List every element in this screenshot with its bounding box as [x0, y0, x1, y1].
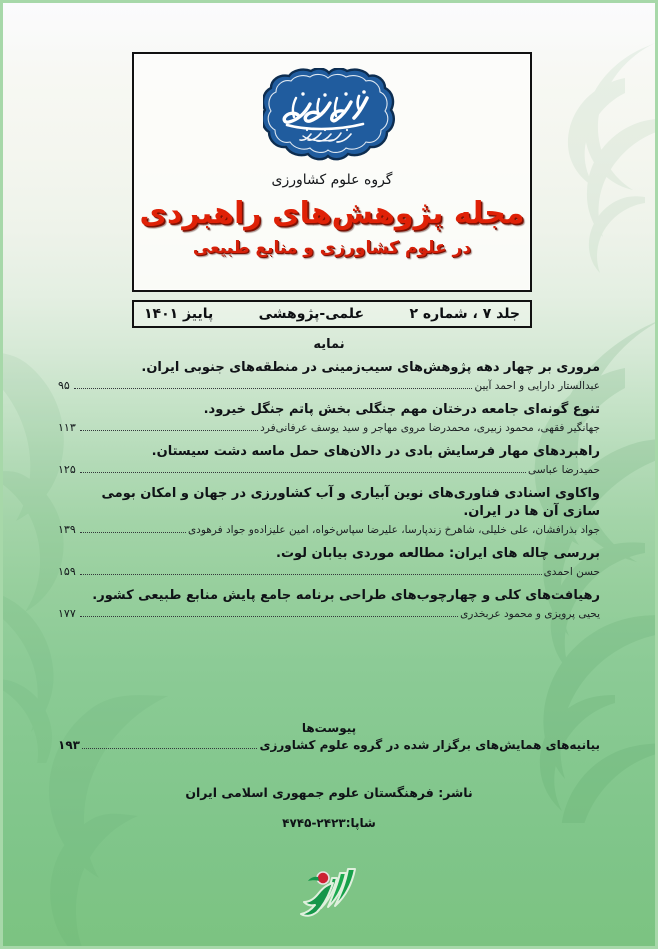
- journal-kind-label: علمی-پژوهشی: [258, 306, 365, 322]
- issue-bar: [132, 300, 532, 328]
- toc-leader-dots: [80, 616, 458, 617]
- toc-entry-title: تنوع گونه‌ای جامعه درختان مهم جنگلی بخش پاتم جنگل خیرود.: [203, 401, 600, 417]
- toc-entry-authors: جواد بذرافشان، علی خلیلی، شاهرخ زندپارسا، علیرضا سپاس‌خواه، امین علیزاده‌و جواد فرهودی: [187, 524, 600, 537]
- toc-entry-authors: یحیی پرویزی و محمود عربخدری: [460, 607, 600, 620]
- academy-of-sciences-emblem-icon: [263, 68, 401, 166]
- table-of-contents: [58, 337, 600, 629]
- volume-issue-label: جلد ۷ ، شماره ۲: [409, 306, 520, 322]
- toc-leader-dots: [80, 472, 526, 473]
- toc-entry-page: ۹۵: [58, 378, 70, 392]
- appendix-section: [58, 721, 600, 752]
- toc-entry-title: بررسی چاله های ایران: مطالعه موردی بیابان لوت.: [276, 546, 600, 562]
- toc-entry[interactable]: [58, 485, 600, 537]
- toc-entry-page: ۱۱۳: [58, 420, 76, 434]
- group-line: گروه علوم کشاورزی: [271, 172, 393, 188]
- toc-leader-dots: [74, 388, 473, 389]
- toc-entry-line: [58, 463, 600, 476]
- toc-entry-line: [58, 379, 600, 392]
- toc-entry-page: ۱۷۷: [58, 606, 76, 620]
- appendix-entry[interactable]: [58, 738, 600, 752]
- footer-emblem: [3, 865, 655, 923]
- issn-line: شاپا:۲۴۲۳-۴۷۴۵: [282, 816, 376, 830]
- toc-entry-title: واکاوی اسنادی فناوری‌های نوین آبیاری و آب کشاورزی در جهان و امکان بومی سازی آن ها در ایران.: [101, 485, 600, 520]
- toc-entry-title: مروری بر چهار دهه پژوهش‌های سیب‌زمینی در منطقه‌های جنوبی ایران.: [141, 360, 600, 375]
- toc-entry-page: ۱۲۵: [58, 462, 76, 476]
- toc-heading: نمایه: [313, 337, 345, 352]
- toc-entry-title: رهیافت‌های کلی و چهارچوب‌های طراحی برنامه جامع پایش منابع طبیعی کشور.: [92, 588, 600, 604]
- appendix-entry-title: بیانیه‌های همایش‌های برگزار شده در گروه علوم کشاورزی: [259, 738, 600, 752]
- journal-subtitle: در علوم کشاورزی و منابع طبیعی: [192, 238, 472, 258]
- toc-leader-dots: [80, 574, 542, 575]
- toc-entry-page: ۱۳۹: [58, 523, 76, 537]
- season-year-label: پاییز ۱۴۰۱: [144, 306, 214, 322]
- toc-entry[interactable]: [58, 443, 600, 476]
- toc-entry-line: [58, 565, 600, 578]
- toc-entry[interactable]: [58, 545, 600, 578]
- journal-title: مجله پژوهش‌های راهبردی: [139, 196, 525, 231]
- toc-entry[interactable]: [58, 401, 600, 434]
- header-frame: [132, 52, 532, 292]
- toc-leader-dots: [80, 430, 258, 431]
- academy-logo: [134, 68, 530, 166]
- green-wing-bird-emblem-icon: [292, 865, 366, 923]
- toc-entry-page: ۱۵۹: [58, 565, 76, 579]
- toc-entry[interactable]: [58, 359, 600, 392]
- toc-entry-title: راهبردهای مهار فرسایش بادی در دالان‌های حمل ماسه دشت سیستان.: [151, 443, 600, 459]
- appendix-entry-page: ۱۹۳: [58, 738, 80, 752]
- toc-entry-line: [58, 523, 600, 536]
- appendix-leader-dots: [82, 748, 258, 749]
- toc-entry-authors: حسن احمدی: [543, 566, 600, 579]
- toc-entry-line: [58, 421, 600, 434]
- toc-entry-authors: عبدالستار دارایی و احمد آیین: [474, 379, 600, 392]
- toc-entry-line: [58, 607, 600, 620]
- toc-leader-dots: [80, 532, 186, 533]
- toc-entry-authors: حمیدرضا عباسی: [528, 463, 600, 476]
- toc-entry-authors: جهانگیر فقهی، محمود زبیری، محمدرضا مروی مهاجر و سید یوسف عرفانی‌فرد: [260, 421, 600, 434]
- appendix-heading: پیوست‌ها: [301, 721, 357, 735]
- toc-entry[interactable]: [58, 587, 600, 620]
- publisher-line: ناشر: فرهنگستان علوم جمهوری اسلامی ایران: [185, 785, 473, 800]
